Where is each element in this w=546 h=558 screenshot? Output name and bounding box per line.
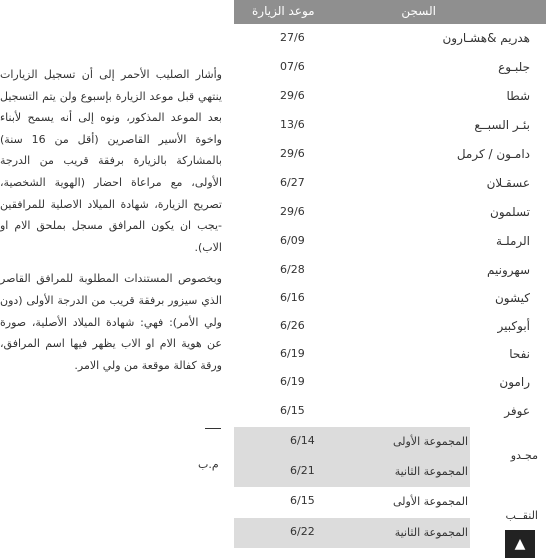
visit-schedule-table — [234, 0, 546, 558]
visit-date: 29/6 — [280, 205, 305, 218]
visit-date: 6/19 — [280, 375, 305, 388]
visit-date: 6/15 — [290, 494, 315, 507]
visit-date: 6/09 — [280, 234, 305, 247]
header-prison: السجن — [401, 4, 436, 18]
visit-date: 29/6 — [280, 147, 305, 160]
visit-date: 6/22 — [290, 525, 315, 538]
visit-date: 6/16 — [280, 291, 305, 304]
table-header — [234, 0, 546, 24]
table-row — [234, 140, 546, 169]
prison-name: دامـون / كرمل — [456, 147, 530, 161]
visit-date: 6/27 — [280, 176, 305, 189]
article-paragraph: وبخصوص المستندات المطلوبة للمرافق القاصر الذي سيزور برفقة قريب من الدرجة الأولى (دون ولي الأمر): فهي: شهادة الميلاد الأصلية، صورة عن هوية الام او الاب يظهر فيها اسم المرافق، ورقة كفالة موقعة من ولي الامر. — [0, 272, 222, 372]
group-sub-row — [234, 487, 470, 517]
sub-group-name: المجموعة الأولى — [392, 495, 468, 508]
table-row — [234, 368, 546, 397]
separator-dash — [205, 428, 221, 429]
group-sub-row — [234, 427, 470, 457]
prison-name: هدريم &هشـارون — [442, 31, 530, 45]
header-visit-date: موعد الزيارة — [252, 4, 315, 18]
group-site-name: مجـدو — [510, 449, 538, 462]
visit-date: 6/21 — [290, 464, 315, 477]
prison-name: جلبـوع — [498, 60, 530, 74]
group-sub-row — [234, 518, 470, 548]
prison-name: نفحا — [509, 347, 530, 361]
prison-name: شطا — [506, 89, 530, 103]
author-signature: م.ب — [198, 458, 219, 471]
table-row — [234, 340, 546, 369]
article-body — [0, 64, 222, 390]
chevron-up-icon: ▲ — [514, 536, 526, 552]
sub-group-name: المجموعة الثانية — [394, 465, 468, 478]
table-row — [234, 53, 546, 82]
table-row — [234, 111, 546, 140]
group-site-name: النقــب — [505, 509, 538, 522]
table-row — [234, 284, 546, 313]
visit-date: 6/14 — [290, 434, 315, 447]
sub-group-name: المجموعة الثانية — [394, 526, 468, 539]
prison-name: الرملـة — [496, 234, 530, 248]
article-paragraph: وأشار الصليب الأحمر إلى أن تسجيل الزيارات ينتهي قبل موعد الزيارة بإسبوع ولن يتم التسجيل بعد الموعد المذكور، ونوه إلى أنه يسمح لأبناء واخوة الأسير القاصرين (أقل من 16 سنة) بالمشاركة بالزيارة برفقة قريب من الدرجة الأولى، مع مراعاة احضار (الهوية الشخصية، تصريح الزيارة، شهادة الميلاد الاصلية للمرافقين -يجب ان يكون المرافق مسجل بملحق الام او الاب). — [0, 68, 222, 254]
table-row — [234, 24, 546, 53]
prison-name: كيشون — [494, 291, 530, 305]
visit-date: 6/19 — [280, 347, 305, 360]
visit-date: 6/28 — [280, 263, 305, 276]
scroll-to-top-button[interactable] — [505, 530, 535, 558]
visit-date: 07/6 — [280, 60, 305, 73]
table-row — [234, 169, 546, 198]
sub-group-name: المجموعة الأولى — [392, 435, 468, 448]
visit-date: 6/26 — [280, 319, 305, 332]
prison-name: عوفر — [504, 404, 530, 418]
table-row — [234, 312, 546, 341]
group-naqab — [234, 487, 546, 549]
table-row — [234, 82, 546, 111]
visit-date: 27/6 — [280, 31, 305, 44]
prison-name: سهرونيم — [487, 263, 530, 277]
prison-name: رامون — [499, 375, 530, 389]
table-row — [234, 227, 546, 256]
prison-name: عسقـلان — [486, 176, 530, 190]
group-megiddo — [234, 427, 546, 487]
group-sub-row — [234, 457, 470, 487]
visit-date: 29/6 — [280, 89, 305, 102]
table-row — [234, 397, 546, 426]
prison-name: بئـر السبــع — [474, 118, 530, 132]
prison-name: تسلمون — [490, 205, 530, 219]
table-row — [234, 256, 546, 285]
table-row — [234, 198, 546, 227]
visit-date: 6/15 — [280, 404, 305, 417]
prison-name: أبوكبير — [497, 319, 530, 333]
visit-date: 13/6 — [280, 118, 305, 131]
